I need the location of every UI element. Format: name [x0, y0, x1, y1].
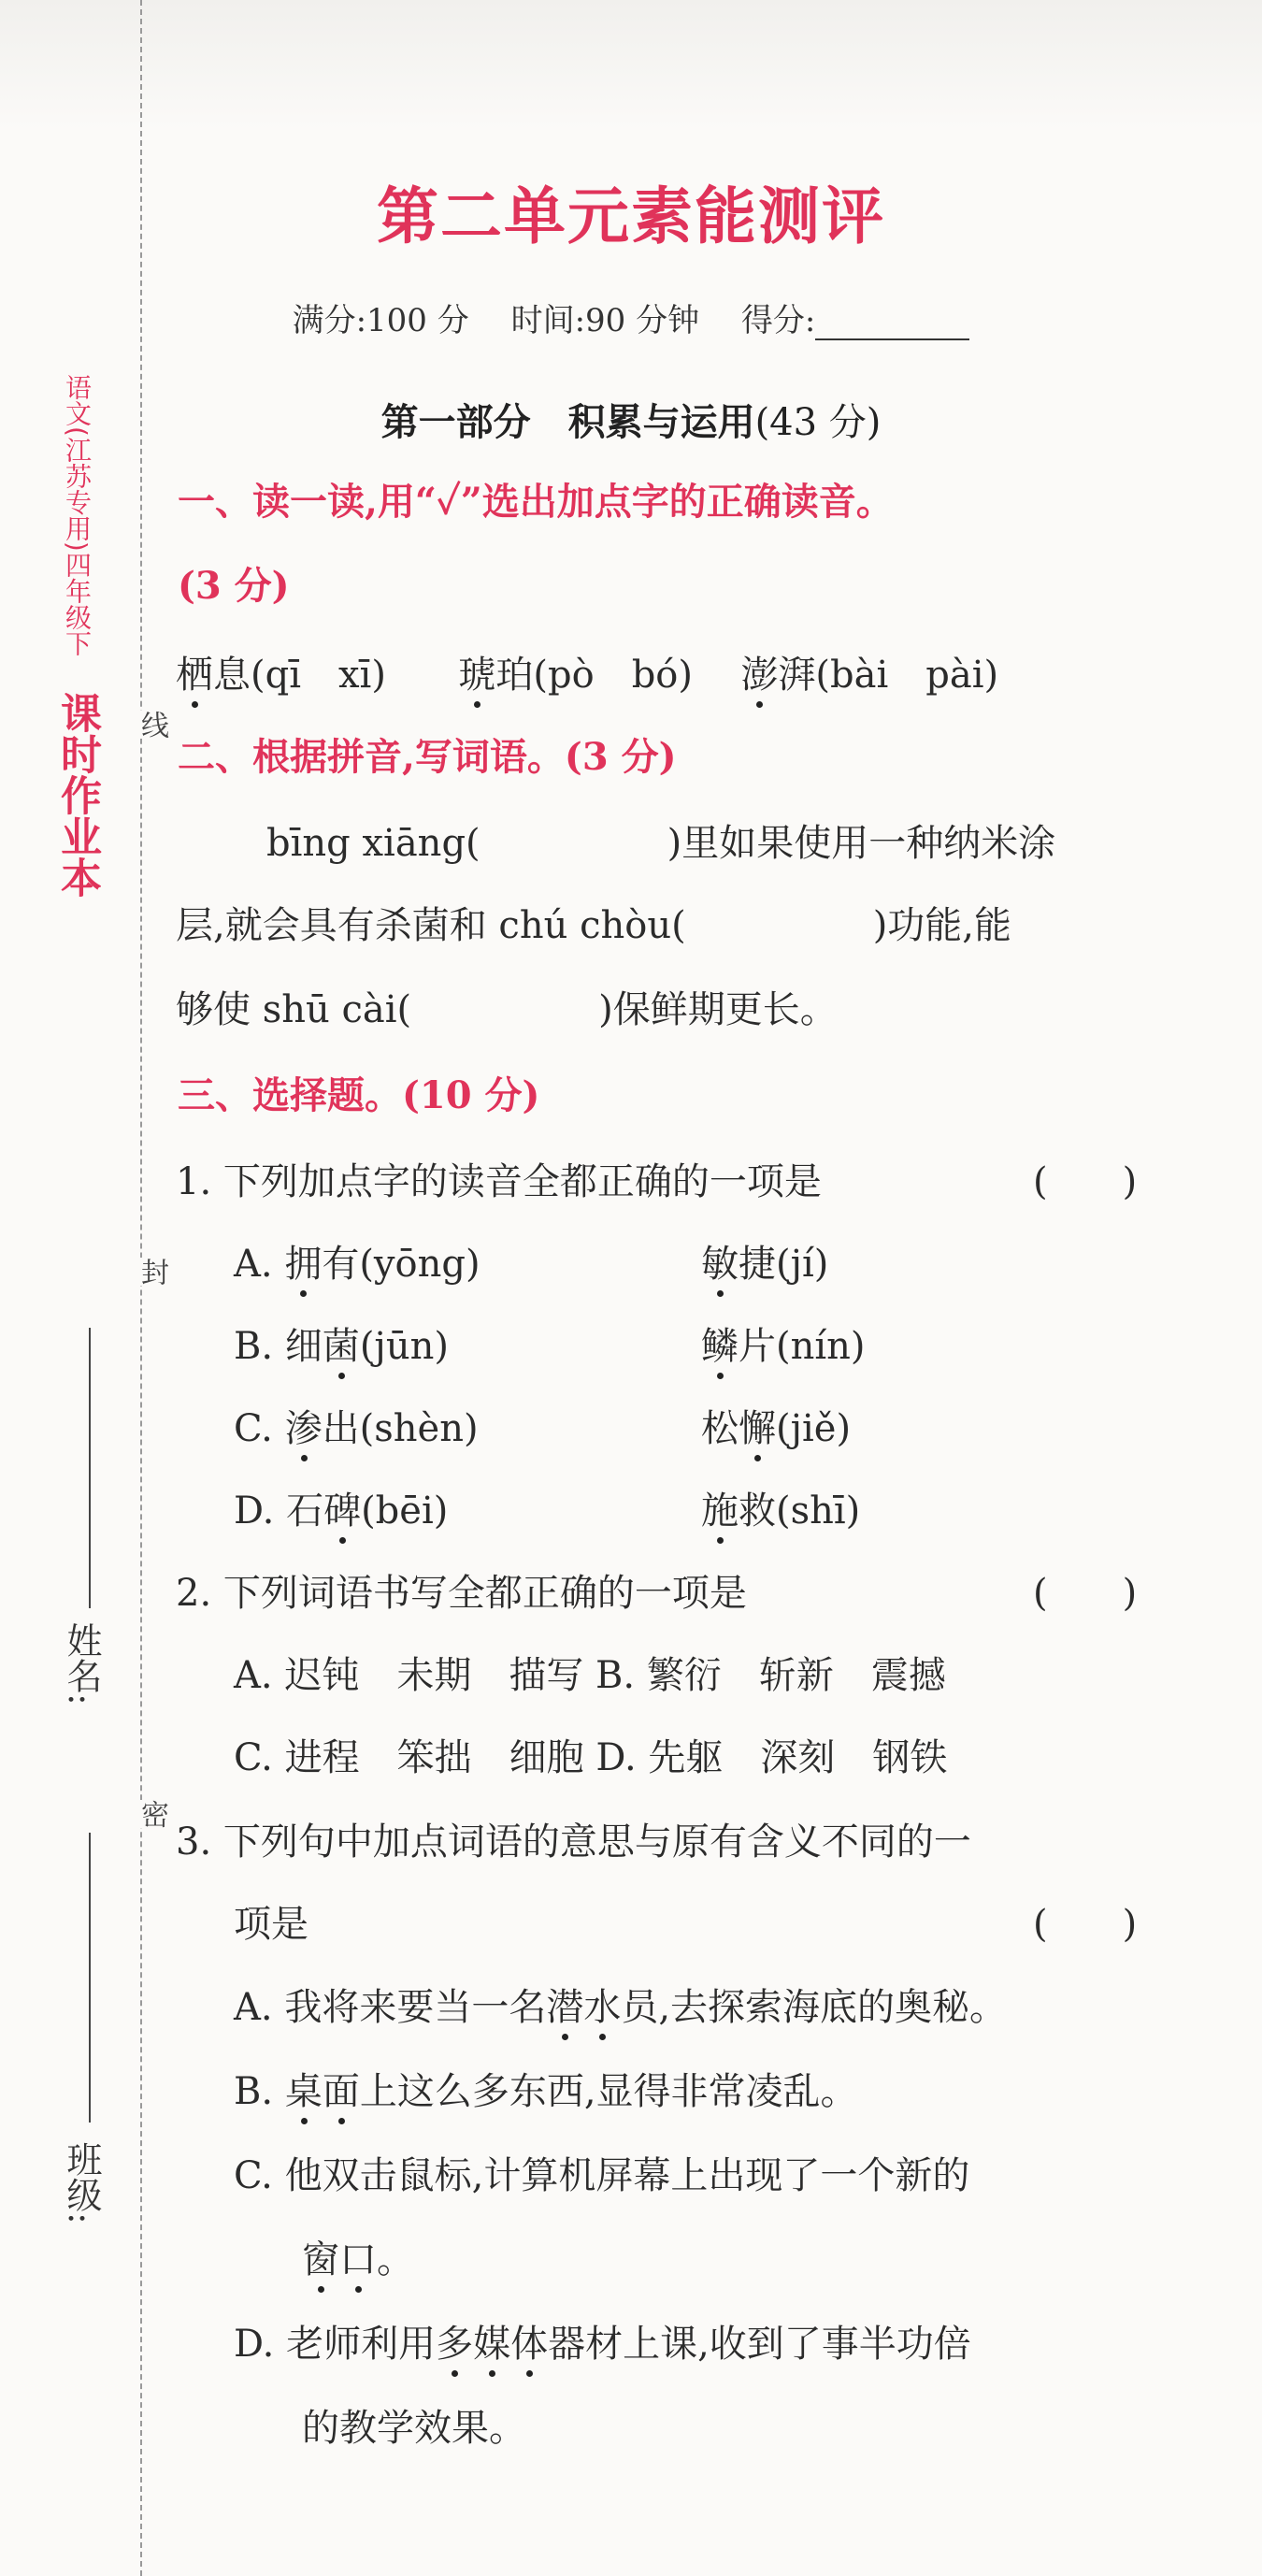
q2-options-ab[interactable]: A. 迟钝 未期 描写 B. 繁衍 斩新 震撼 [234, 1654, 946, 1697]
q1-stem: 1. 下列加点字的读音全都正确的一项是 [176, 1160, 822, 1203]
q2-stem: 2. 下列词语书写全都正确的一项是 [176, 1572, 747, 1615]
word-1[interactable]: 栖息(qī xī) [176, 654, 386, 697]
q3-option-a[interactable]: A. 我将来要当一名潜水员,去探索海底的奥秘。 [234, 1978, 1007, 2031]
full-score: 满分:100 分 [292, 302, 469, 339]
section1-points: (3 分) [178, 564, 290, 608]
binding-mark-line: 线 [131, 711, 172, 739]
q3-stem: 3. 下列句中加点词语的意思与原有含义不同的一 [176, 1820, 971, 1864]
dotted-char: 琥 [458, 645, 495, 698]
q1-option-c[interactable]: C. 渗出(shèn) [234, 1399, 479, 1452]
q3-option-c[interactable]: C. 他双击鼠标,计算机屏幕上出现了一个新的 [234, 2154, 970, 2197]
q1-option-b-word2: 鳞片(nín) [701, 1317, 866, 1370]
class-blank-line [89, 1833, 91, 2123]
q2-options-cd[interactable]: C. 进程 笨拙 细胞 D. 先躯 深刻 钢铁 [234, 1736, 948, 1779]
q3-option-b[interactable]: B. 桌面上这么多东西,显得非常凌乱。 [234, 2062, 858, 2115]
section1-heading: 一、读一读,用“✓”选出加点字的正确读音。 [178, 480, 894, 524]
q1-option-a[interactable]: A. 拥有(yōng) [234, 1234, 480, 1288]
pinyin-line-3: 够使 shū cài( )保鲜期更长。 [176, 988, 838, 1031]
q3-option-d-cont: 的教学效果。 [302, 2407, 526, 2450]
part-title: 第一部分 积累与运用 [380, 400, 755, 444]
dotted-char: 栖 [176, 645, 213, 698]
section1-words [176, 645, 998, 698]
binding-dashed-line [140, 0, 142, 2576]
name-label: 姓名: [61, 1622, 102, 1705]
q3-stem-cont: 项是 [234, 1903, 308, 1946]
class-label: 班级: [61, 2141, 102, 2224]
q3-option-d[interactable]: D. 老师利用多媒体器材上课,收到了事半功倍 [234, 2314, 971, 2367]
dotted-char: 澎 [740, 645, 778, 698]
name-blank-line [89, 1328, 91, 1608]
score-label: 得分: [740, 302, 816, 339]
page-title: 第二单元素能测评 [377, 180, 885, 252]
section3-heading: 三、选择题。(10 分) [178, 1073, 540, 1117]
q3-option-c-cont: 窗口。 [302, 2230, 414, 2283]
exam-info [0, 295, 1262, 340]
part-heading [0, 393, 1262, 446]
q3-answer-paren[interactable]: ( ) [1033, 1903, 1138, 1946]
word-3[interactable]: 澎湃(bài pài) [740, 654, 998, 697]
series-label: 语文(江苏专用)四年级下 [62, 374, 93, 656]
binding-mark-dense: 密 [131, 1800, 172, 1828]
q1-option-b[interactable]: B. 细菌(jūn) [234, 1317, 449, 1370]
q2-answer-paren[interactable]: ( ) [1033, 1572, 1138, 1615]
pinyin-line-1: bīng xiāng( )里如果使用一种纳米涂 [266, 822, 1056, 865]
q1-option-c-word2: 松懈(jiě) [701, 1399, 851, 1452]
score-blank[interactable] [815, 310, 969, 340]
q1-option-d[interactable]: D. 石碑(bēi) [234, 1481, 448, 1534]
brand-logo: 课时作业本 [53, 692, 101, 898]
word-2[interactable]: 琥珀(pò bó) [458, 654, 693, 697]
top-scan-strip [0, 0, 1262, 131]
q1-answer-paren[interactable]: ( ) [1033, 1160, 1138, 1203]
part-points: (43 分) [754, 401, 882, 444]
q1-option-a-word2: 敏捷(jí) [701, 1234, 828, 1288]
exam-time: 时间:90 分钟 [510, 302, 700, 339]
section2-heading: 二、根据拼音,写词语。(3 分) [178, 735, 677, 779]
q1-option-d-word2: 施救(shī) [701, 1481, 860, 1534]
binding-mark-seal: 封 [131, 1258, 172, 1286]
pinyin-line-2: 层,就会具有杀菌和 chú chòu( )功能,能 [176, 904, 1012, 947]
